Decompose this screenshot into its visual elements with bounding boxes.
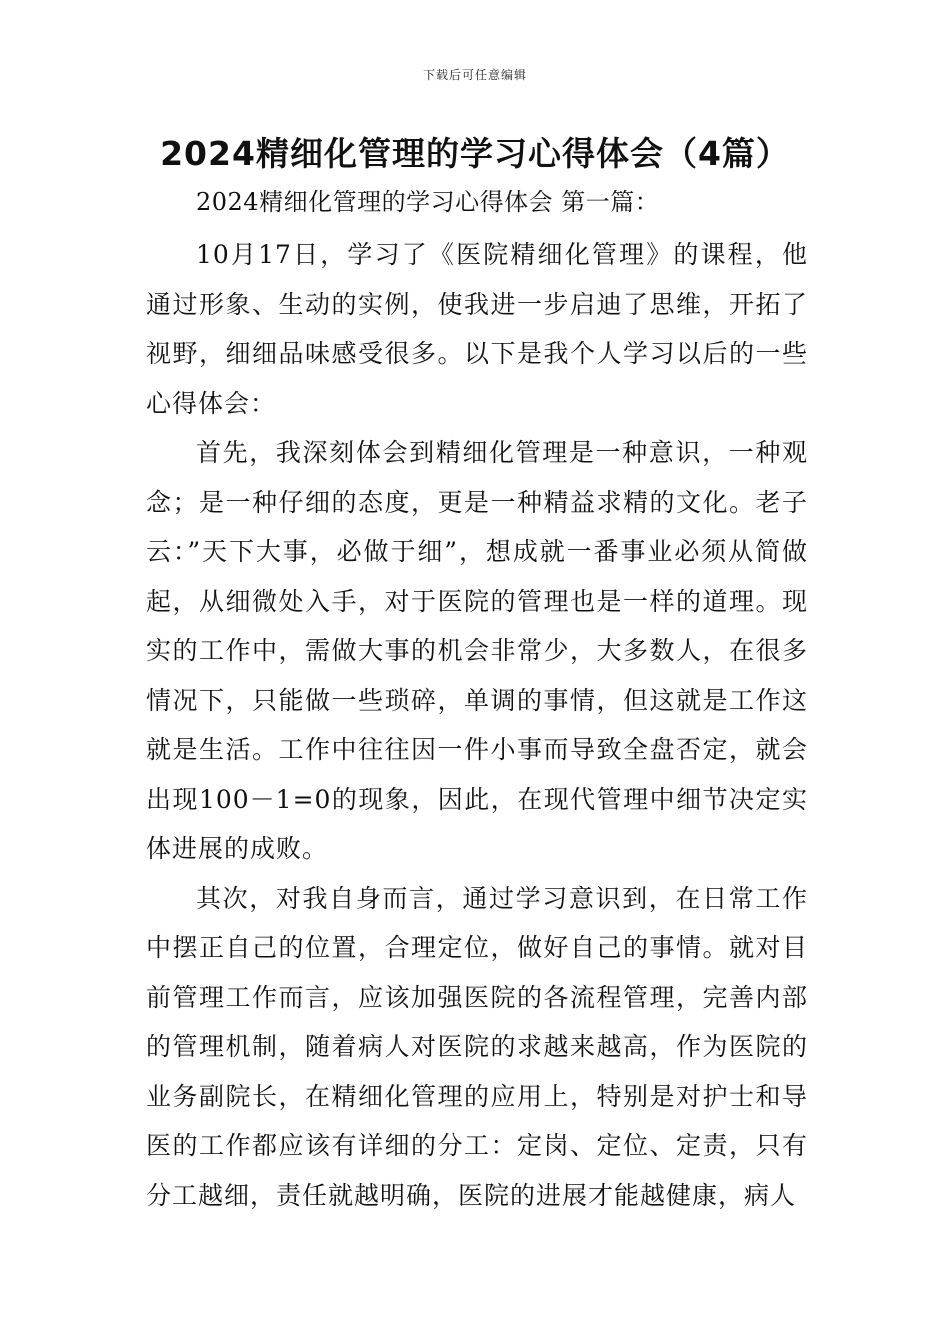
section-heading: 2024精细化管理的学习心得体会 第一篇： — [196, 188, 660, 216]
paragraph-3: 其次，对我自身而言，通过学习意识到，在日常工作中摆正自己的位置，合理定位，做好自己的事情。就对目前管理工作而言，应该加强医院的各流程管理，完善内部的管理机制，随着病人对医院的求越来越高，作为医院的业务副院长，在精细化管理的应用上，特别是对护士和导医的工作都应该有详细的分工：定岗、定位、定责，只有分工越细，责任就越明确，医院的进展才能越健康，病人 — [146, 883, 808, 1210]
body-text — [146, 230, 808, 1220]
document-title: 2024精细化管理的学习心得体会（4篇） — [160, 134, 790, 173]
paragraph-1: 10月17日，学习了《医院精细化管理》的课程，他通过形象、生动的实例，使我进一步启迪了思维，开拓了视野，细细品味感受很多。以下是我个人学习以后的一些心得体会： — [146, 240, 808, 418]
paragraph-2: 首先，我深刻体会到精细化管理是一种意识，一种观念；是一种仔细的态度，更是一种精益求精的文化。老子云：”天下大事，必做于细”，想成就一番事业必须从简做起，从细微处入手，对于医院的管理也是一样的道理。现实的工作中，需做大事的机会非常少，大多数人，在很多情况下，只能做一些琐碎，单调的事情，但这就是工作这就是生活。工作中往往因一件小事而导致全盘否定，就会出现100－1=0的现象，因此，在现代管理中细节决定实体进展的成败。 — [146, 438, 808, 863]
header-note: 下载后可任意编辑 — [422, 68, 527, 82]
